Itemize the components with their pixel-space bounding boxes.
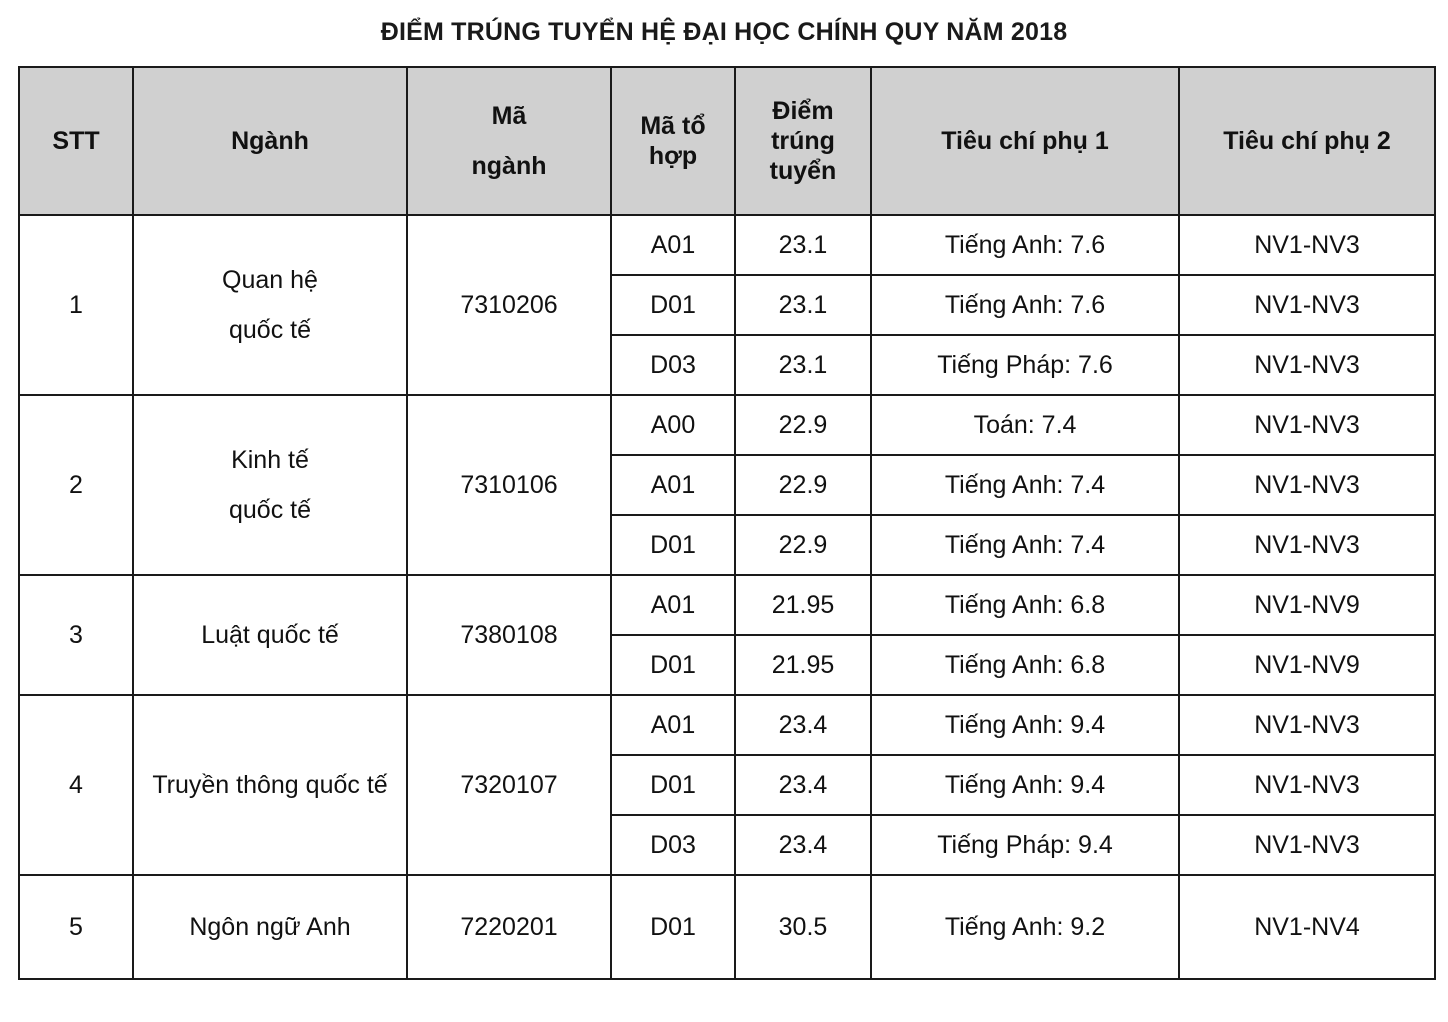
cell-diem: 30.5: [735, 875, 871, 979]
cell-ma-to-hop: D01: [611, 755, 735, 815]
header-tieu-chi-phu-1: Tiêu chí phụ 1: [871, 67, 1179, 215]
cell-tieu-chi-1: Toán: 7.4: [871, 395, 1179, 455]
cell-tieu-chi-2: NV1-NV4: [1179, 875, 1435, 979]
cell-diem: 22.9: [735, 515, 871, 575]
cell-tieu-chi-2: NV1-NV9: [1179, 635, 1435, 695]
cell-diem: 21.95: [735, 635, 871, 695]
cell-tieu-chi-2: NV1-NV3: [1179, 395, 1435, 455]
cell-ma-nganh: 7320107: [407, 695, 611, 875]
cell-tieu-chi-2: NV1-NV9: [1179, 575, 1435, 635]
cell-tieu-chi-2: NV1-NV3: [1179, 695, 1435, 755]
cell-ma-to-hop: D03: [611, 815, 735, 875]
cell-nganh: Truyền thông quốc tế: [133, 695, 407, 875]
header-ma-to-hop: Mã tổ hợp: [611, 67, 735, 215]
cell-ma-to-hop: A01: [611, 695, 735, 755]
cell-ma-to-hop: D01: [611, 515, 735, 575]
cell-ma-to-hop: D01: [611, 875, 735, 979]
cell-nganh: Luật quốc tế: [133, 575, 407, 695]
cell-ma-to-hop: A00: [611, 395, 735, 455]
admission-scores-table: [18, 66, 1436, 980]
cell-stt: 3: [19, 575, 133, 695]
cell-ma-to-hop: A01: [611, 215, 735, 275]
cell-tieu-chi-2: NV1-NV3: [1179, 455, 1435, 515]
cell-tieu-chi-1: Tiếng Anh: 7.6: [871, 275, 1179, 335]
cell-ma-to-hop: A01: [611, 575, 735, 635]
cell-ma-nganh: 7310106: [407, 395, 611, 575]
cell-nganh: Kinh tế quốc tế: [133, 395, 407, 575]
cell-ma-to-hop: A01: [611, 455, 735, 515]
cell-ma-nganh: 7380108: [407, 575, 611, 695]
cell-ma-nganh: 7220201: [407, 875, 611, 979]
table-row: [19, 875, 1435, 979]
header-diem-trung-tuyen: Điểm trúng tuyển: [735, 67, 871, 215]
cell-tieu-chi-2: NV1-NV3: [1179, 335, 1435, 395]
table-row: [19, 395, 1435, 455]
cell-tieu-chi-2: NV1-NV3: [1179, 755, 1435, 815]
cell-tieu-chi-1: Tiếng Anh: 9.4: [871, 755, 1179, 815]
cell-tieu-chi-1: Tiếng Anh: 6.8: [871, 635, 1179, 695]
cell-tieu-chi-1: Tiếng Anh: 6.8: [871, 575, 1179, 635]
cell-diem: 23.4: [735, 755, 871, 815]
header-row: [19, 67, 1435, 215]
cell-diem: 23.4: [735, 695, 871, 755]
cell-ma-nganh: 7310206: [407, 215, 611, 395]
cell-tieu-chi-1: Tiếng Anh: 9.4: [871, 695, 1179, 755]
cell-tieu-chi-1: Tiếng Anh: 7.6: [871, 215, 1179, 275]
cell-nganh: Quan hệ quốc tế: [133, 215, 407, 395]
table-row: [19, 695, 1435, 755]
cell-diem: 23.1: [735, 335, 871, 395]
cell-tieu-chi-2: NV1-NV3: [1179, 275, 1435, 335]
cell-tieu-chi-1: Tiếng Pháp: 9.4: [871, 815, 1179, 875]
header-stt: STT: [19, 67, 133, 215]
cell-nganh: Ngôn ngữ Anh: [133, 875, 407, 979]
cell-ma-to-hop: D01: [611, 635, 735, 695]
header-nganh: Ngành: [133, 67, 407, 215]
cell-stt: 4: [19, 695, 133, 875]
cell-diem: 22.9: [735, 395, 871, 455]
cell-tieu-chi-1: Tiếng Anh: 9.2: [871, 875, 1179, 979]
header-tieu-chi-phu-2: Tiêu chí phụ 2: [1179, 67, 1435, 215]
table-row: [19, 215, 1435, 275]
cell-diem: 23.1: [735, 215, 871, 275]
cell-diem: 22.9: [735, 455, 871, 515]
cell-diem: 23.1: [735, 275, 871, 335]
cell-ma-to-hop: D03: [611, 335, 735, 395]
table-row: [19, 575, 1435, 635]
cell-ma-to-hop: D01: [611, 275, 735, 335]
cell-tieu-chi-2: NV1-NV3: [1179, 215, 1435, 275]
cell-tieu-chi-1: Tiếng Anh: 7.4: [871, 515, 1179, 575]
cell-tieu-chi-2: NV1-NV3: [1179, 515, 1435, 575]
cell-diem: 21.95: [735, 575, 871, 635]
cell-stt: 1: [19, 215, 133, 395]
cell-stt: 2: [19, 395, 133, 575]
cell-tieu-chi-2: NV1-NV3: [1179, 815, 1435, 875]
cell-diem: 23.4: [735, 815, 871, 875]
cell-tieu-chi-1: Tiếng Pháp: 7.6: [871, 335, 1179, 395]
cell-stt: 5: [19, 875, 133, 979]
cell-tieu-chi-1: Tiếng Anh: 7.4: [871, 455, 1179, 515]
page-title: ĐIỂM TRÚNG TUYỂN HỆ ĐẠI HỌC CHÍNH QUY NĂM 2018: [380, 18, 1068, 46]
header-ma-nganh: Mã ngành: [407, 67, 611, 215]
